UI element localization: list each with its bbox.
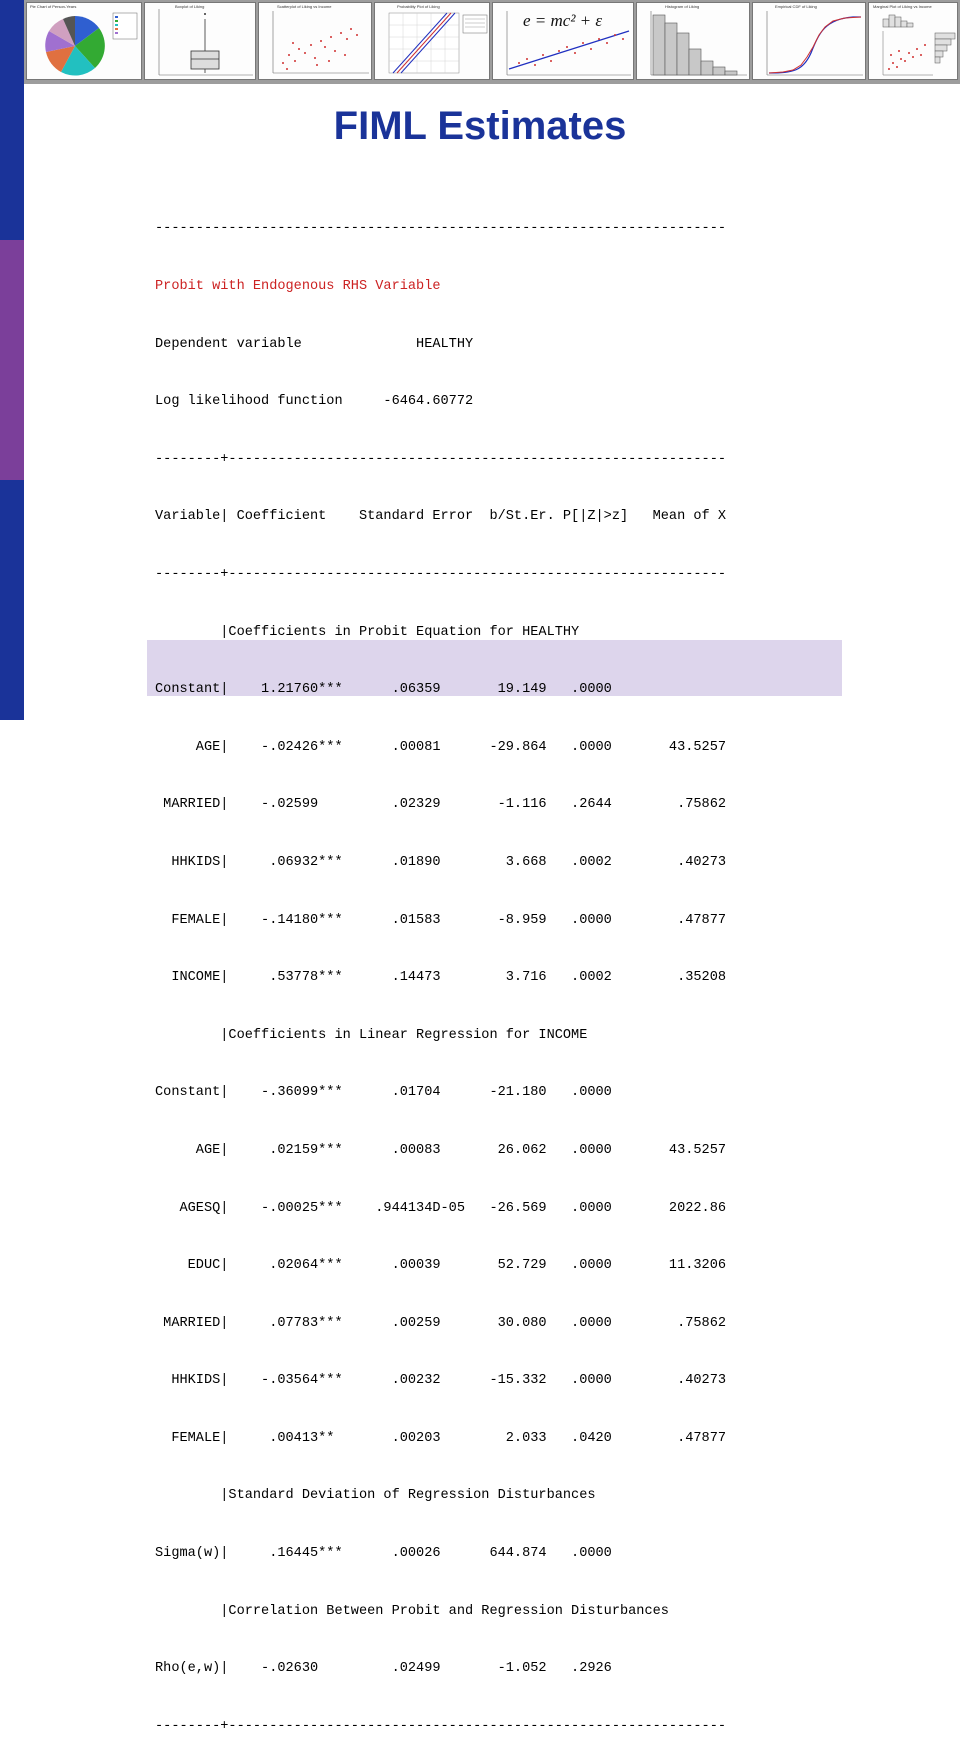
thumbnail-title: Boxplot of Liking — [175, 4, 205, 9]
coefficient-row: Sigma(w)| .16445*** .00026 644.874 .0000 — [155, 1546, 612, 1562]
graph-thumbnail-strip — [24, 0, 960, 84]
output-rule: ---------------------------------------------------------------------- — [155, 221, 727, 237]
left-bar-segment-bottom — [0, 480, 24, 720]
thumbnail-marginal-plot — [868, 2, 958, 80]
section-header: |Correlation Between Probit and Regression Disturbances — [155, 1603, 669, 1619]
coefficient-row: HHKIDS| .06932*** .01890 3.668 .0002 .40273 — [155, 854, 727, 870]
coefficient-row: MARRIED| -.02599 .02329 -1.116 .2644 .75862 — [155, 797, 727, 813]
thumbnail-title: Empirical CDF of Liking — [775, 4, 817, 9]
thumbnail-title: Marginal Plot of Liking vs Income — [873, 4, 932, 9]
thumbnail-title: Scatterplot of Liking vs Income — [277, 4, 332, 9]
regression-output — [155, 181, 726, 1755]
scatterplot-graphic — [259, 3, 373, 81]
coefficient-row: AGE| -.02426*** .00081 -29.864 .0000 43.5257 — [155, 739, 727, 755]
section-header: |Coefficients in Linear Regression for INCOME — [155, 1027, 588, 1043]
cdf-graphic — [753, 3, 867, 81]
pie-chart-graphic — [27, 3, 143, 81]
left-bar-segment-middle — [0, 240, 24, 480]
coefficient-row: FEMALE| -.14180*** .01583 -8.959 .0000 .47877 — [155, 912, 727, 928]
log-likelihood-line: Log likelihood function -6464.60772 — [155, 394, 474, 410]
section-header: |Standard Deviation of Regression Disturbances — [155, 1488, 596, 1504]
marginal-plot-graphic — [869, 3, 959, 81]
coefficient-row: Constant| 1.21760*** .06359 19.149 .0000 — [155, 682, 612, 698]
thumbnail-empirical-cdf — [752, 2, 866, 80]
thumbnail-title: Probability Plot of Liking — [397, 4, 440, 9]
section-header: |Coefficients in Probit Equation for HEALTHY — [155, 624, 580, 640]
probability-plot-graphic — [375, 3, 491, 81]
thumbnail-pie-chart — [26, 2, 142, 80]
coefficient-row: FEMALE| .00413** .00203 2.033 .0420 .47877 — [155, 1430, 727, 1446]
dependent-variable-line: Dependent variable HEALTHY — [155, 336, 474, 352]
coefficient-row: HHKIDS| -.03564*** .00232 -15.332 .0000 .40273 — [155, 1373, 727, 1389]
column-header: Variable| Coefficient Standard Error b/St.Er. P[|Z|>z] Mean of X — [155, 509, 727, 525]
coefficient-row: INCOME| .53778*** .14473 3.716 .0002 .35208 — [155, 970, 727, 986]
thumbnail-boxplot — [144, 2, 256, 80]
output-rule: --------+------------------------------------------------------------- — [155, 451, 727, 467]
coefficient-row: AGESQ| -.00025*** .944134D-05 -26.569 .0000 2022.86 — [155, 1200, 727, 1216]
formula-text: e = mc² + ε — [523, 11, 603, 30]
coefficient-row: AGE| .02159*** .00083 26.062 .0000 43.5257 — [155, 1142, 727, 1158]
boxplot-graphic — [145, 3, 257, 81]
thumbnail-histogram — [636, 2, 750, 80]
output-heading: Probit with Endogenous RHS Variable — [155, 279, 441, 294]
histogram-graphic — [637, 3, 751, 81]
thumbnail-scatterplot — [258, 2, 372, 80]
thumbnail-title: Pie Chart of Person-Years — [30, 4, 77, 9]
thumbnail-formula-scatter — [492, 2, 634, 80]
thumbnail-title: Histogram of Liking — [665, 4, 700, 9]
coefficient-row: Constant| -.36099*** .01704 -21.180 .0000 — [155, 1085, 612, 1101]
thumbnail-probability-plot — [374, 2, 490, 80]
output-rule: --------+------------------------------------------------------------- — [155, 566, 727, 582]
coefficient-row: MARRIED| .07783*** .00259 30.080 .0000 .75862 — [155, 1315, 727, 1331]
slide-title: FIML Estimates — [333, 104, 627, 148]
output-rule: --------+------------------------------------------------------------- — [155, 1718, 727, 1734]
coefficient-row: Rho(e,w)| -.02630 .02499 -1.052 .2926 — [155, 1661, 612, 1677]
coefficient-row: EDUC| .02064*** .00039 52.729 .0000 11.3206 — [155, 1258, 727, 1274]
